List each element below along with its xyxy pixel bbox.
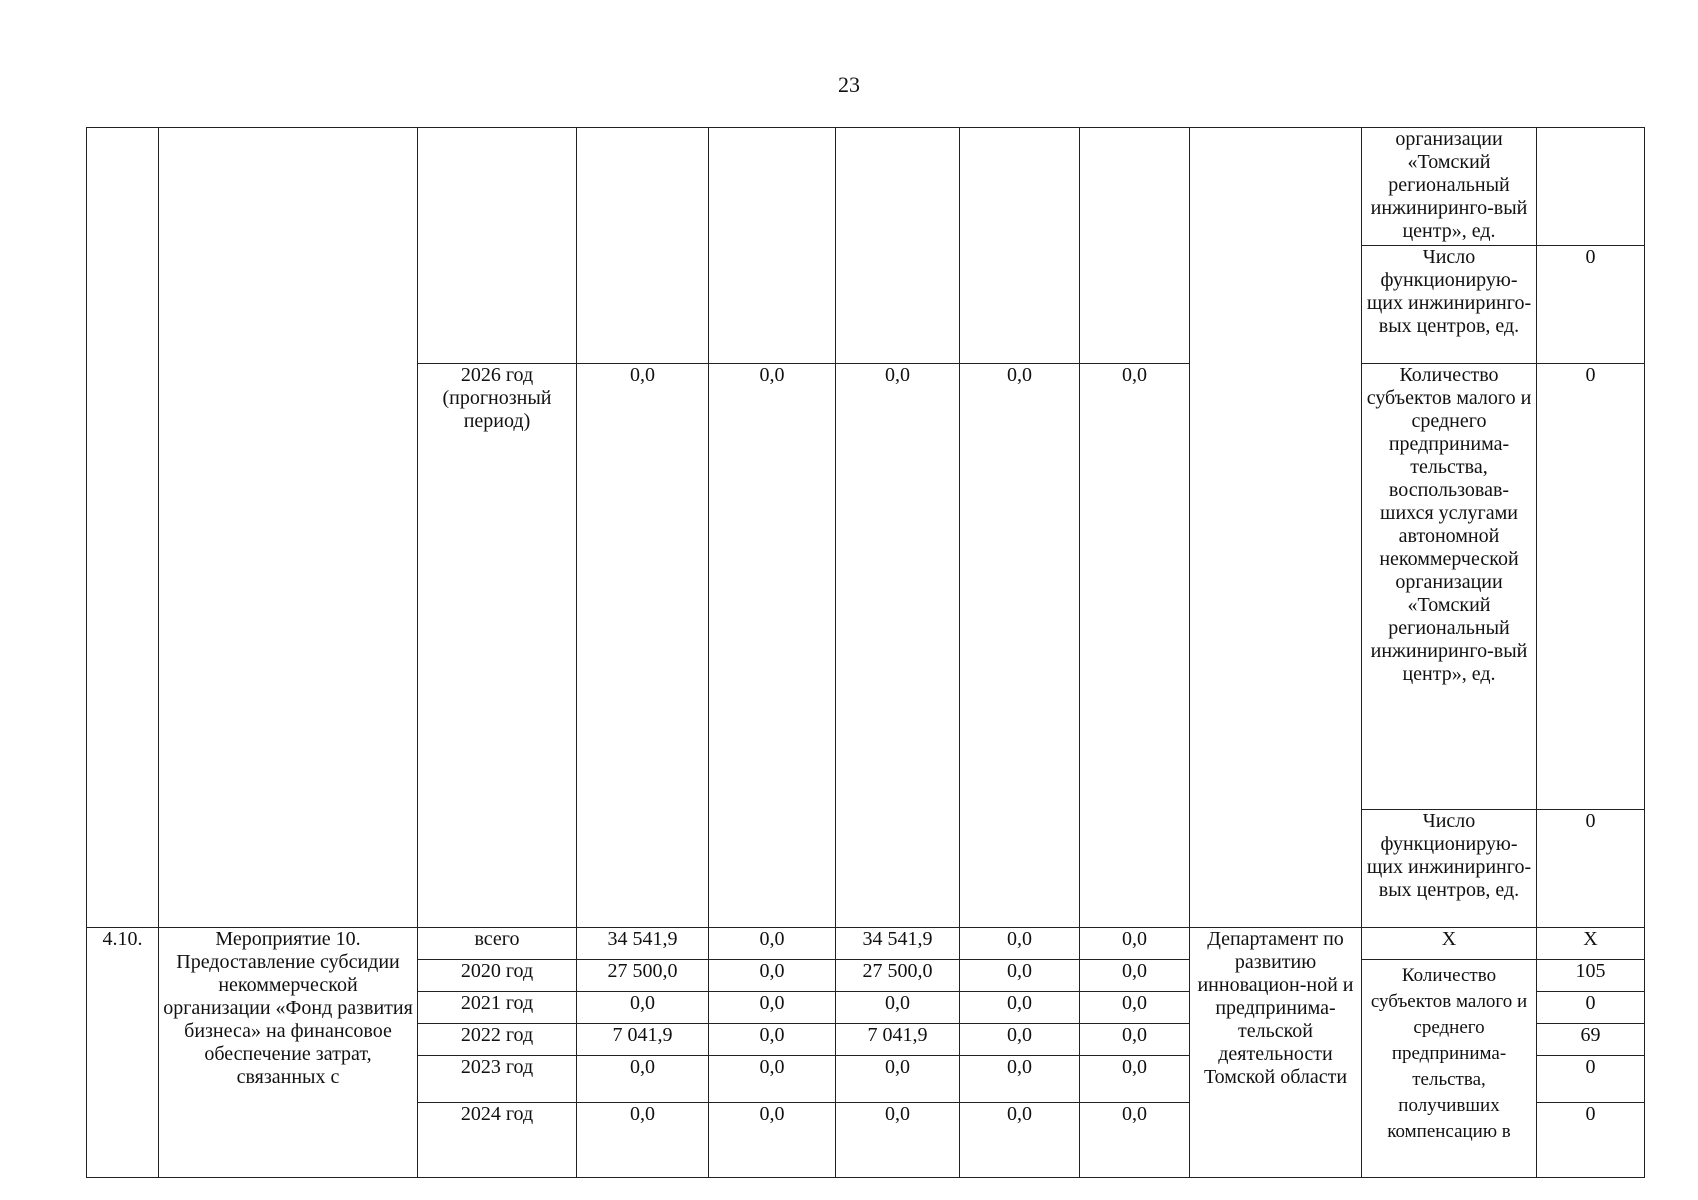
- value-regional: 0,0: [836, 992, 960, 1024]
- value-extra: 0,0: [1080, 1024, 1190, 1056]
- page-number: 23: [838, 72, 860, 97]
- indicator-value: 105: [1537, 960, 1645, 992]
- value-federal: 0,0: [709, 1103, 836, 1178]
- value-local: 0,0: [960, 1103, 1080, 1178]
- value-extra: 0,0: [1080, 992, 1190, 1024]
- year-label: 2020 год: [418, 960, 577, 992]
- indicator-value: 0: [1537, 364, 1645, 810]
- value-total: 0,0: [577, 1056, 709, 1103]
- year-label: 2026 год (прогнозный период): [418, 364, 577, 928]
- value-extra: 0,0: [1080, 1103, 1190, 1178]
- value-regional: 0,0: [836, 1056, 960, 1103]
- indicator-value: 0: [1537, 992, 1645, 1024]
- value-regional: 34 541,9: [836, 928, 960, 960]
- value-extra: 0,0: [1080, 1056, 1190, 1103]
- value-regional: 27 500,0: [836, 960, 960, 992]
- indicator-value: 0: [1537, 810, 1645, 928]
- indicator-name: Количество субъектов малого и среднего предпринима-тельства, воспользовав-шихся услугами автономной некоммерческой организации «Томский региональный инжиниринго-вый центр», ед.: [1362, 364, 1537, 810]
- value-local: 0,0: [960, 992, 1080, 1024]
- indicator-value: 0: [1537, 1056, 1645, 1103]
- value-cell-empty: [960, 128, 1080, 364]
- value-federal: 0,0: [709, 1024, 836, 1056]
- value-total: 0,0: [577, 992, 709, 1024]
- value-extra: 0,0: [1080, 928, 1190, 960]
- indicator-header-value: X: [1537, 928, 1645, 960]
- value-regional: 0,0: [836, 364, 960, 928]
- indicator-name: Количество субъектов малого и среднего предпринима-тельства, получивших компенсацию в: [1362, 960, 1537, 1178]
- value-extra: 0,0: [1080, 364, 1190, 928]
- value-cell-empty: [709, 128, 836, 364]
- year-cell-empty: [418, 128, 577, 364]
- activity-name: Мероприятие 10. Предоставление субсидии некоммерческой организации «Фонд развития бизнеса» на финансовое обеспечение затрат, связанных с: [159, 928, 418, 1178]
- value-federal: 0,0: [709, 364, 836, 928]
- executor: Департамент по развитию инновацион-ной и предпринима-тельской деятельности Томской области: [1190, 928, 1362, 1178]
- value-regional: 0,0: [836, 1103, 960, 1178]
- year-label: 2021 год: [418, 992, 577, 1024]
- value-total: 0,0: [577, 364, 709, 928]
- value-extra: 0,0: [1080, 960, 1190, 992]
- indicator-header: X: [1362, 928, 1537, 960]
- value-local: 0,0: [960, 960, 1080, 992]
- year-label: 2024 год: [418, 1103, 577, 1178]
- value-federal: 0,0: [709, 960, 836, 992]
- value-regional: 7 041,9: [836, 1024, 960, 1056]
- number-cell-empty: [87, 128, 159, 928]
- value-federal: 0,0: [709, 992, 836, 1024]
- value-federal: 0,0: [709, 1056, 836, 1103]
- indicator-name: организации «Томский региональный инжиниринго-вый центр», ед.: [1362, 128, 1537, 246]
- activity-number: 4.10.: [87, 928, 159, 1178]
- indicator-value: 69: [1537, 1024, 1645, 1056]
- activity-cell-empty: [159, 128, 418, 928]
- indicator-value: [1537, 128, 1645, 246]
- year-label: всего: [418, 928, 577, 960]
- value-local: 0,0: [960, 1056, 1080, 1103]
- value-cell-empty: [1080, 128, 1190, 364]
- value-total: 27 500,0: [577, 960, 709, 992]
- indicator-value: 0: [1537, 1103, 1645, 1178]
- indicator-value: 0: [1537, 246, 1645, 364]
- value-local: 0,0: [960, 364, 1080, 928]
- indicator-name: Число функционирую-щих инжиниринго-вых центров, ед.: [1362, 810, 1537, 928]
- value-local: 0,0: [960, 1024, 1080, 1056]
- indicator-name: Число функционирую-щих инжиниринго-вых центров, ед.: [1362, 246, 1537, 364]
- value-cell-empty: [577, 128, 709, 364]
- value-total: 7 041,9: [577, 1024, 709, 1056]
- value-total: 34 541,9: [577, 928, 709, 960]
- value-cell-empty: [836, 128, 960, 364]
- value-federal: 0,0: [709, 928, 836, 960]
- year-label: 2022 год: [418, 1024, 577, 1056]
- year-label: 2023 год: [418, 1056, 577, 1103]
- executor-cell-empty: [1190, 128, 1362, 928]
- program-table: [86, 127, 1645, 1178]
- value-total: 0,0: [577, 1103, 709, 1178]
- value-local: 0,0: [960, 928, 1080, 960]
